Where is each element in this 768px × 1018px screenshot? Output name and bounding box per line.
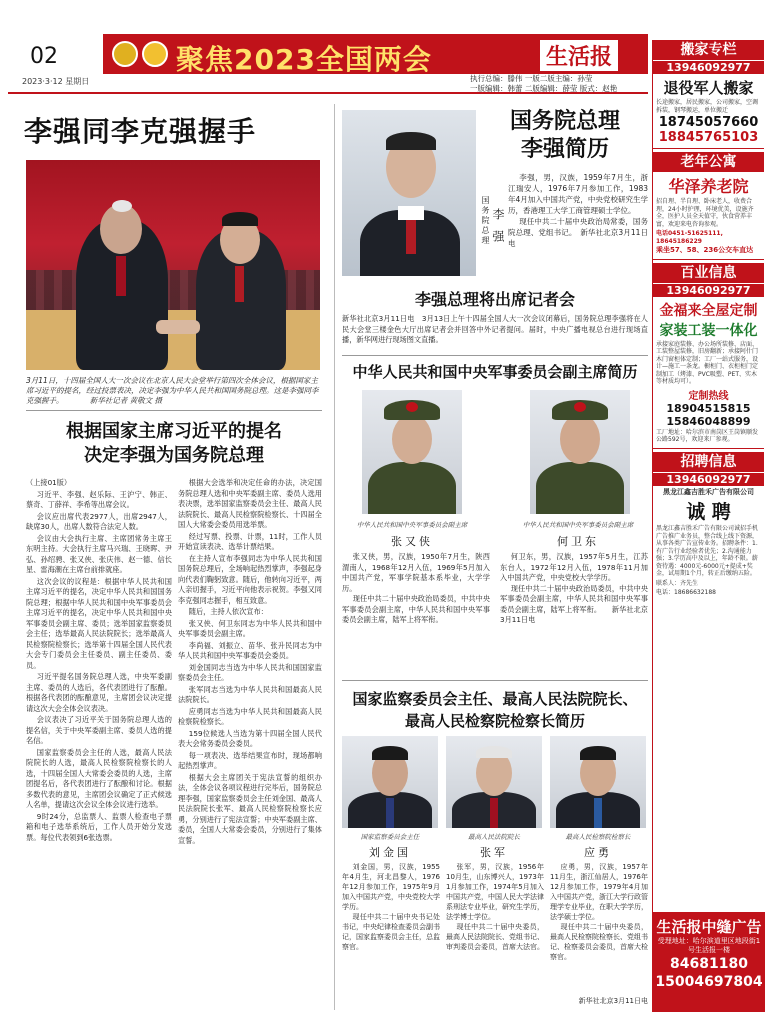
ad-recruitment-phone: 13946092977 [653, 472, 764, 486]
ying-yong-portrait [550, 736, 646, 828]
page-header [8, 34, 648, 94]
ad-banner-address: 受理地址：哈尔滨道里区地段街1号生活报一楼 [657, 937, 761, 954]
paragraph: 现任中共二十届中央书记处书记，中央纪律检查委员会副书记，国家监察委员会主任，总监察官。 [342, 913, 440, 951]
ad-recruitment-desc: 黑龙江鑫吉胜禾广告有限公司诚招手机广告推广业务员，整合线上线下资源，从事各类广告宣传业务。招聘条件：1.有广告行业经验者优先；2.沟通能力强；3.学历高中及以上，年龄不限。薪资待遇：4000元-6000元+提成+奖金，试用期1个月，转正后缴纳五险。 [656, 525, 759, 577]
paragraph: 现任中共二十届中央委员，最高人民法院院长、党组书记、审判委员会委员，首席大法官。 [446, 923, 544, 951]
ad-recruitment-contact: 联系人：齐先生 [656, 579, 699, 587]
ad-recruitment-header: 招聘信息 [653, 452, 764, 472]
zhang-youxia-name: 张又侠 [391, 535, 433, 548]
cppcc-emblem-icon [142, 41, 168, 67]
ad-nursing-desc: 招自理、半自理、卧床老人，收费合理，24小时护理，环境优美，设施齐全，医护人员全天值守，伙食营养丰富，欢迎来电咨询参观。 [656, 198, 754, 228]
section-divider [342, 680, 648, 681]
paragraph: 李强，男，汉族，1959年7月生，浙江瑞安人，1976年7月参加工作，1983年4月加入中国共产党，中央党校研究生学历，香港理工大学工商管理硕士学位。 [508, 173, 648, 215]
press-conference-title: 李强总理将出席记者会 [414, 290, 575, 309]
paragraph: 张军同志当选为中华人民共和国最高人民法院院长。 [178, 684, 322, 704]
liu-jinguo-name: 刘金国 [369, 846, 411, 859]
paragraph: 现任中共二十届中央委员，最高人民检察院检察长、党组书记、检察委员会委员，首席大检察官。 [550, 923, 648, 961]
li-bio-title [480, 108, 650, 164]
issue-date: 2023·3·12 星期日 [22, 77, 90, 86]
section-divider [342, 355, 648, 356]
paragraph: 国家监察委员会主任的人选，最高人民法院院长的人选，最高人民检察院检察长的人选，十四届全国人大常委会委员的人选，主席团提名后，各代表团进行了酝酿和讨论。根据多数代表的意见，主席团会议确定了正式候选人名单，提请这次会议全体会议进行选举。 [26, 747, 172, 809]
newspaper-brand: 生活报 [540, 40, 618, 71]
paragraph: 会议由大会执行主席、主席团常务主席王东明主持。大会执行主席马兴瑞、王晓晖、尹弘、孙绍骋、张又侠、张庆伟、赵一德、信长星、雷海潮在主席台前排就座。 [26, 533, 172, 574]
zhang-jun-role: 最高人民法院院长 [468, 833, 520, 841]
paragraph: 这次会议的议程是：根据中华人民共和国主席习近平的提名，决定中华人民共和国国务院总理；根据中华人民共和国中央军事委员会主席习近平的提名，决定中华人民共和国中央军事委员会副主席、委员；选举国家监察委员会主任；选举最高人民法院院长；选举最高人民检察院检察长；选举第十四届全国人民代表大会专门委员会主任委员、副主任委员、委员。 [26, 576, 172, 670]
ad-nursing-tel: 电话0451-51625111, 18645186229 [656, 230, 723, 245]
press-conference-text: 新华社北京3月11日电 3月13日上午十四届全国人大一次会议闭幕后，国务院总理李强将在人民大会堂三楼金色大厅出席记者会并回答中外记者提问。届时，中央广播电视总台进行现场直播，新华网进行现场图文直播。 [342, 314, 648, 344]
paragraph: 应勇，男，汉族，1957年11月生，浙江仙居人，1976年12月参加工作，1979年4月加入中国共产党，浙江大学行政管理学专业毕业，在职大学学历，法学硕士学位。 [550, 863, 648, 921]
editors-line-1: 执行总编：滕伟 一版二版主编：孙莹 [470, 74, 593, 83]
ad-classified-banner [653, 912, 765, 1012]
ad-business-desc: 承接家庭装修、办公场所装修、店面、工装整屋装修，旧房翻新；承接阿什门木门窗柜体定制；工厂一站式服务，设计—施工一条龙。橱柜门、衣柜柜门定制加工（烤漆、PVC吸塑、PET、实木等材质均可）。 [656, 340, 759, 385]
article-column-2 [178, 478, 322, 1008]
national-emblem-icon [112, 41, 138, 67]
ying-yong-name: 应勇 [584, 846, 612, 859]
liu-jinguo-bio [342, 862, 440, 952]
ying-yong-role: 最高人民检察院检察长 [565, 833, 631, 841]
photo-caption: 3月11日，十四届全国人大一次会议在北京人民大会堂举行第四次全体会议，根据国家主席习近平的提名，经过投票表决，决定李强为中华人民共和国国务院总理。这是李强同李克强握手。 新华社记者 黄敬文 摄 [26, 376, 319, 405]
handshake-photo [26, 160, 320, 370]
he-weidong-portrait [530, 390, 630, 514]
zhang-jun-name: 张军 [480, 846, 508, 859]
ad-moving [653, 40, 764, 149]
dateline: 新华社北京3月11日电 [578, 997, 648, 1005]
focus-banner-title: 聚焦2023全国两会 [176, 43, 432, 76]
he-weidong-name: 何卫东 [557, 535, 599, 548]
three-bios-title [342, 688, 648, 732]
li-bio-title-line-2: 李强简历 [520, 137, 609, 162]
li-bio-title-line-1: 国务院总理 [509, 109, 620, 134]
he-weidong-role: 中华人民共和国中央军事委员会副主席 [522, 521, 634, 529]
paragraph: 何卫东，男，汉族，1957年5月生，江苏东台人，1972年12月入伍，1978年11月加入中国共产党，中央党校大学学历。 [500, 552, 648, 582]
paragraph: 李尚福、刘振立、苗华、张升民同志为中华人民共和国中央军事委员会委员。 [178, 640, 322, 660]
paragraph: 每一项表决、选举结果宣布时，现场都响起热烈掌声。 [178, 750, 322, 770]
article-column-1 [26, 478, 172, 1008]
ad-nursing-title: 华泽养老院 [668, 177, 749, 196]
li-bio-text [508, 172, 648, 249]
ad-business-tel-1: 18904515815 [666, 401, 751, 415]
ad-moving-tel-1: 18745057660 [658, 115, 759, 130]
he-weidong-bio [500, 552, 648, 626]
ad-recruitment [653, 452, 764, 601]
liu-jinguo-role: 国家监察委员会主任 [360, 833, 420, 841]
paragraph: 习近平提名国务院总理人选，中央军委副主席、委员的人选后，各代表团进行了酝酿。根据各代表团的酝酿意见，主席团会议决定提请这次大会全体会议表决。 [26, 672, 172, 713]
paragraph: 现任中共二十届中央政治局常委，国务院总理、党组书记。 新华社北京3月11日电 [508, 217, 648, 248]
paragraph: 习近平、李强、赵乐际、王沪宁、韩正、蔡奇、丁薛祥、李希等出席会议。 [26, 489, 172, 509]
li-role-vertical: 国务院总理 [481, 196, 490, 246]
paragraph: 随后，主持人依次宣布： [188, 607, 268, 616]
zhang-youxia-bio [342, 552, 490, 626]
page-number: 02 [30, 44, 58, 69]
headline-nomination-line-2: 决定李强为国务院总理 [84, 445, 264, 466]
paragraph: 在主持人宣布李强同志为中华人民共和国国务院总理后，全场响起热烈掌声，李强起身向代表们鞠躬致意。随后，他转向习近平，两人亲切握手，习近平向他表示祝贺。李强又同李克强同志握手，相互致意。 [178, 553, 322, 605]
column-separator [334, 104, 335, 1010]
paragraph: 现任中共二十届中央政治局委员，中共中央军事委员会副主席，中华人民共和国中央军事委员会副主席，陆军上将军衔。 [342, 594, 490, 624]
li-qiang-portrait [342, 110, 476, 276]
ad-nursing-home [653, 152, 764, 260]
ad-moving-phone: 13946092977 [653, 60, 764, 74]
paragraph: 159位候选人当选为第十四届全国人民代表大会常务委员会委员。 [178, 728, 322, 748]
cmc-bio-title: 中华人民共和国中央军事委员会副主席简历 [352, 363, 638, 381]
ad-recruitment-title: 诚 聘 [686, 501, 731, 523]
liu-jinguo-portrait [342, 736, 438, 828]
paragraph: 根据大会主席团关于宪法宣誓的组织办法，全体会议各项议程进行完毕后，国务院总理李强，国家监察委员会主任刘金国、最高人民法院院长张军、最高人民检察院检察长应勇，分别进行了宪法宣誓；中央军委副主席、委员，全国人大常委会委员，分别进行了集体宣誓。 [178, 772, 322, 845]
ad-banner-phone-1: 84681180 [670, 956, 748, 972]
ying-yong-bio [550, 862, 648, 962]
section-divider [26, 410, 322, 411]
ad-business-phone: 13946092977 [653, 283, 764, 297]
paragraph: 张又侠、何卫东同志为中华人民共和国中央军事委员会副主席。 [178, 618, 322, 638]
paragraph: 会议表决了习近平关于国务院总理人选的提名信，关于中央军委副主席、委员人选的提名信。 [26, 715, 172, 745]
three-bios-title-line-1: 国家监察委员会主任、最高人民法院院长、 [352, 690, 638, 708]
ad-business-hotline-label: 定制热线 [688, 390, 729, 402]
headline-nomination-line-1: 根据国家主席习近平的提名 [66, 421, 282, 442]
zhang-youxia-role: 中华人民共和国中央军事委员会副主席 [356, 521, 468, 529]
paragraph: （上接01版） [26, 478, 72, 487]
ad-moving-title: 退役军人搬家 [663, 79, 754, 97]
zhang-youxia-portrait [362, 390, 462, 514]
paragraph: 经过写票、投票、计票，11时，工作人员开始宣读表决、选举计票结果。 [178, 531, 322, 551]
li-name-vertical: 李强 [491, 208, 505, 252]
editors-line-2: 一版编辑：韩蕾 二版编辑：薛莹 版式：赵艳 [470, 84, 618, 93]
ad-nursing-route: 乘坐57、58、236公交车直达 [656, 246, 754, 254]
paragraph: 会议应出席代表2977人，出席2947人，缺席30人，出席人数符合法定人数。 [26, 511, 172, 531]
paragraph: 9时24分，总监票人、监票人检查电子票箱和电子选举系统后，工作人员开始分发选票。每位代表领到6张选票。 [26, 811, 172, 842]
headline-handshake: 李强同李克强握手 [24, 115, 257, 148]
ad-moving-header: 搬家专栏 [653, 40, 764, 60]
paragraph: 张又侠，男，汉族，1950年7月生，陕西渭南人，1968年12月入伍，1969年5月加入中国共产党，军事学院基本系毕业，大学学历。 [342, 552, 490, 593]
classified-ads-sidebar [652, 40, 764, 1012]
ad-recruitment-company: 黑龙江鑫吉胜禾广告有限公司 [663, 487, 754, 496]
ad-moving-desc: 长途搬家，居民搬家，公司搬家，空调拆装，钢琴搬运，单位搬迁 [656, 99, 759, 114]
three-bios-title-line-2: 最高人民检察院检察长简历 [404, 712, 585, 730]
ad-business-title: 金福来全屋定制 [659, 302, 758, 319]
ad-business [653, 263, 764, 449]
paragraph: 刘金国，男，汉族，1955年4月生，河北昌黎人，1976年12月参加工作，1975年9月加入中国共产党，中央党校大学学历。 [342, 863, 440, 911]
paragraph: 应勇同志当选为中华人民共和国最高人民检察院检察长。 [178, 706, 322, 726]
editors-credits [470, 74, 646, 94]
ad-business-subtitle: 家装工装一体化 [659, 322, 758, 339]
zhang-jun-portrait [446, 736, 542, 828]
paragraph: 现任中共二十届中央政治局委员，中共中央军事委员会副主席，中华人民共和国中央军事委员会副主席，陆军上将军衔。 新华社北京3月11日电 [500, 583, 648, 624]
ad-recruitment-tel: 电话：18686632188 [656, 589, 716, 596]
ad-business-address: 工厂地址：哈尔滨市南岗区王岗镇顺发公路592号，欢迎来厂参观。 [656, 428, 759, 443]
paragraph: 刘金国同志当选为中华人民共和国国家监察委员会主任。 [178, 662, 322, 682]
paragraph: 张军，男，汉族，1956年10月生，山东博兴人，1973年1月参加工作，1974年5月加入中国共产党，中国人民大学法律系刑法专业毕业，研究生学历，法学博士学位。 [446, 863, 544, 921]
ad-business-header: 百业信息 [653, 263, 764, 283]
ad-moving-tel-2: 18845765103 [658, 130, 759, 145]
ad-banner-title: 生活报中缝广告 [656, 918, 762, 936]
headline-nomination [26, 420, 322, 468]
zhang-jun-bio [446, 862, 544, 952]
ad-banner-phone-2: 15004697804 [655, 974, 763, 990]
paragraph: 根据大会选举和决定任命的办法，决定国务院总理人选和中央军委副主席、委员人选用表决票，选举国家监察委员会主任、最高人民法院院长、最高人民检察院检察长、十四届全国人大常委会委员用选举票。 [178, 478, 322, 529]
ad-business-tel-2: 15846048899 [666, 414, 751, 428]
ad-nursing-header: 老年公寓 [653, 152, 764, 172]
